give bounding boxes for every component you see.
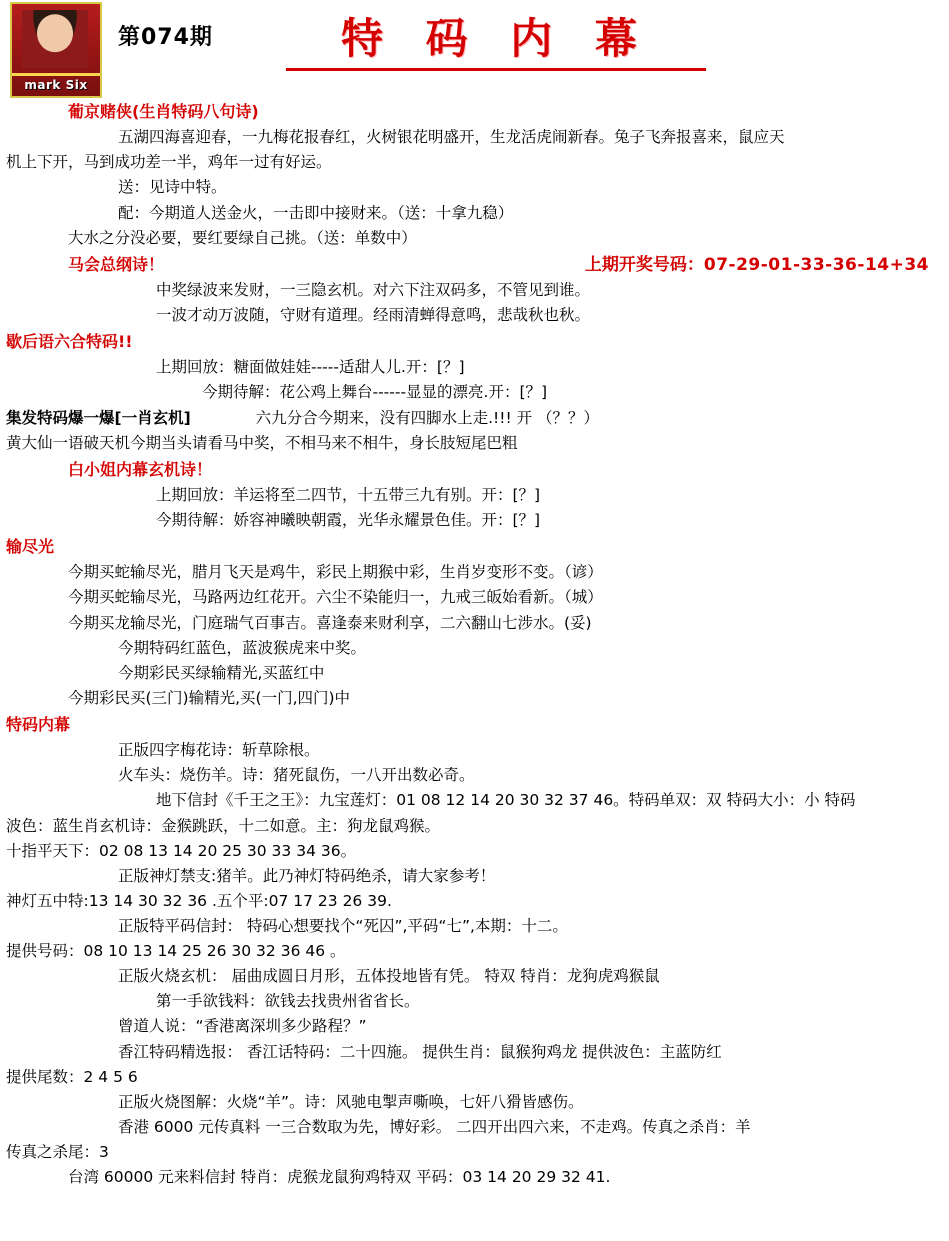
logo-label: mark Six	[24, 78, 88, 92]
jifa-label: 集发特码爆一爆[一肖玄机]	[6, 408, 191, 427]
text-line: 一波才动万波随，守财有道理。经雨清蝉得意鸣，悲哉秋也秋。	[156, 306, 591, 325]
text-line: 正版特平码信封： 特码心想要找个“死囚”,平码“七”,本期：十二。	[118, 916, 568, 935]
text-line: 黄大仙一语破天机今期当头请看马中奖，不相马来不相牛，身长肢短尾巴粗	[6, 433, 518, 452]
text-line: 今期买蛇输尽光，腊月飞天是鸡牛，彩民上期猴中彩，生肖岁变形不变。（谚）	[68, 563, 603, 582]
text-line: 第一手欲钱料：欲钱去找贵州省省长。	[156, 992, 420, 1011]
text-line: 正版火烧玄机： 届曲成圆日月形，五体投地皆有凭。 特双 特肖：龙狗虎鸡猴鼠	[118, 967, 660, 986]
text-line: 地下信封《千王之王》：九宝莲灯：01 08 12 14 20 30 32 37 46。特码单双：双 特码大小：小 特码	[156, 791, 856, 810]
page-title: 特 码 内 幕	[341, 14, 651, 63]
last-draw-label: 上期开奖号码：	[584, 255, 704, 275]
text-line: 传真之杀尾：3	[6, 1142, 109, 1161]
text-line: 五湖四海喜迎春，一九梅花报春红，火树银花明盛开，生龙活虎闹新春。兔子飞奔报喜来，鼠应天	[118, 128, 785, 147]
section-heading-jifa	[6, 406, 943, 431]
text-line: 香港 6000 元传真料 一三合数取为先，博好彩。 二四开出四六来，不走鸡。传真之杀肖：羊	[118, 1117, 751, 1136]
section-heading-shujinguang: 输尽光	[6, 537, 55, 557]
section-heading-mahui: 马会总纲诗！	[68, 254, 165, 274]
section-heading-pujing: 葡京赌侠(生肖特码八句诗)	[68, 102, 259, 121]
text-line: 火车头：烧伤羊。诗：猪死鼠伤，一八开出数必奇。	[118, 766, 475, 785]
marksix-logo	[10, 2, 102, 98]
jifa-text: 六九分合今期来，没有四脚水上走.!!! 开 （？？）	[255, 408, 600, 427]
text-line: 今期待解：花公鸡上舞台------显显的漂亮.开：[？]	[202, 383, 548, 402]
page-header	[6, 0, 943, 96]
section-heading-xiehouyu: 歇后语六合特码!!	[6, 332, 133, 352]
text-line: 台湾 60000 元来料信封 特肖：虎猴龙鼠狗鸡特双 平码：03 14 20 29 32 41.	[68, 1168, 611, 1187]
text-line: 今期特码红蓝色，蓝波猴虎来中奖。	[118, 638, 367, 657]
document-body	[6, 98, 943, 1190]
text-line: 波色：蓝生肖玄机诗：金猴跳跃，十二如意。主：狗龙鼠鸡猴。	[6, 816, 441, 835]
text-line: 正版火烧图解：火烧“羊”。诗：风驰电掣声嘶唤，七奸八猾皆感伤。	[118, 1092, 584, 1111]
text-line: 正版四字梅花诗：斩草除根。	[118, 741, 320, 760]
last-draw-numbers: 07-29-01-33-36-14+34	[703, 255, 929, 275]
text-line: 曾道人说：“香港离深圳多少路程？”	[118, 1017, 367, 1036]
text-line: 机上下开，马到成功差一半，鸡年一过有好运。	[6, 153, 332, 172]
title-block	[286, 6, 706, 71]
issue-number: 第074期	[118, 25, 213, 50]
section-heading-temaneimu: 特码内幕	[6, 715, 71, 735]
text-line: 今期买龙输尽光，门庭瑞气百事吉。喜逢泰来财利享，二六翻山七涉水。(妥)	[68, 613, 592, 632]
text-line: 今期彩民买(三门)输精光,买(一门,四门)中	[68, 688, 351, 707]
text-line: 正版神灯禁支:猪羊。此乃神灯特码绝杀，请大家参考！	[118, 866, 496, 885]
section-heading-baixiaojie: 白小姐内幕玄机诗！	[68, 459, 213, 479]
text-line: 提供号码：08 10 13 14 25 26 30 32 36 46 。	[6, 942, 346, 961]
last-draw-result	[585, 250, 929, 275]
text-line: 今期彩民买绿输精光,买蓝红中	[118, 663, 325, 682]
text-line: 送：见诗中特。	[118, 178, 227, 197]
text-line: 大水之分没必要，要红要绿自己挑。（送：单数中）	[68, 228, 417, 247]
text-line: 今期买蛇输尽光，马路两边红花开。六尘不染能归一，九戒三皈始看新。（城）	[68, 588, 603, 607]
text-line: 配：今期道人送金火，一击即中接财来。（送：十拿九稳）	[118, 203, 514, 222]
text-line: 上期回放：糖面做娃娃-----适甜人儿.开：[？]	[156, 358, 465, 377]
text-line: 提供尾数：2 4 5 6	[6, 1067, 138, 1086]
title-underline	[286, 68, 706, 71]
text-line: 今期待解：娇容神曦映朝霞，光华永耀景色佳。开：[？]	[156, 511, 541, 530]
text-line: 上期回放：羊运将至二四节，十五带三九有别。开：[？]	[156, 485, 541, 504]
logo-stripe	[12, 73, 100, 76]
text-line: 中奖绿波来发财，一三隐玄机。对六下注双码多，不管见到谁。	[156, 280, 591, 299]
text-line: 十指平天下：02 08 13 14 20 25 30 33 34 36。	[6, 841, 357, 860]
text-line: 香江特码精选报： 香江话特码：二十四施。 提供生肖：鼠猴狗鸡龙 提供波色：主蓝防红	[118, 1042, 722, 1061]
text-line: 神灯五中特:13 14 30 32 36 .五个平:07 17 23 26 39.	[6, 891, 392, 910]
logo-portrait-icon	[22, 10, 88, 68]
